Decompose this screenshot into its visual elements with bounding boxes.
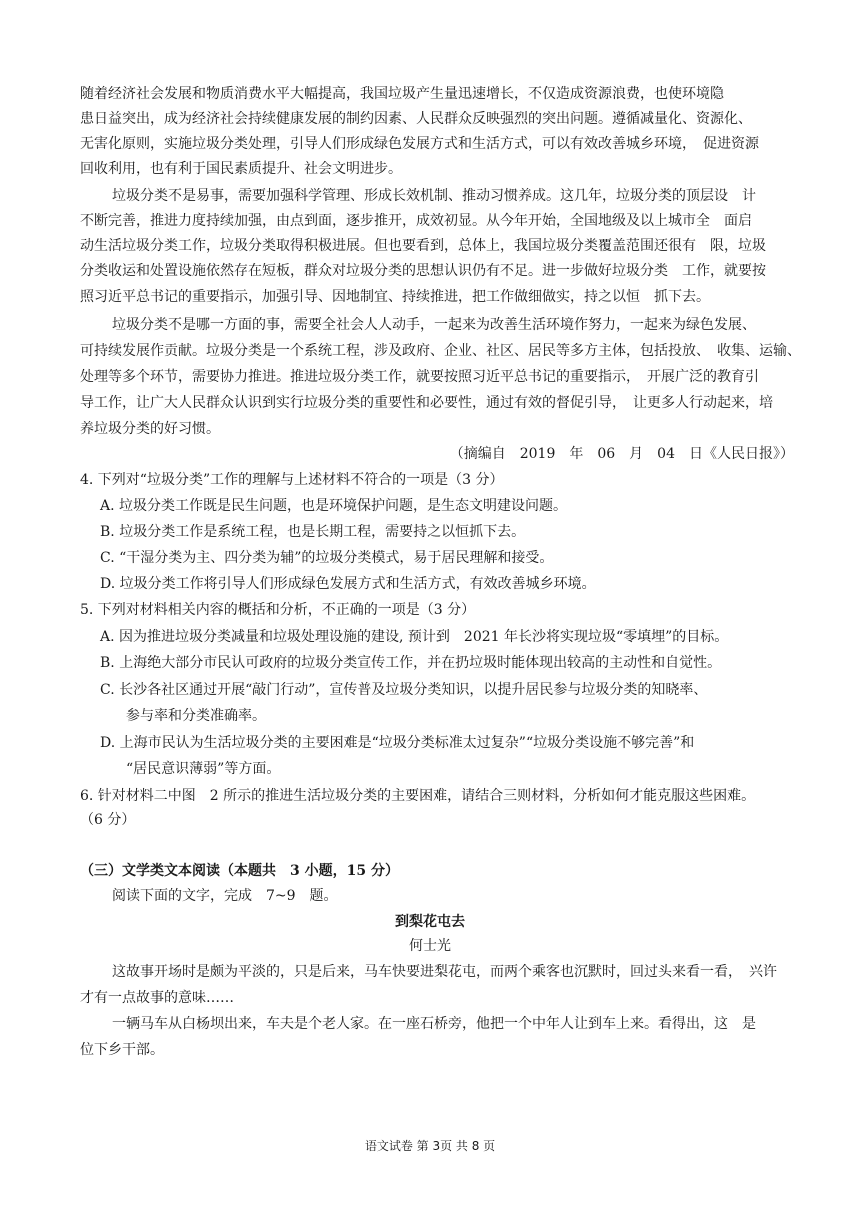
passage-line: 处理等多个环节，需要协力推进。推进垃圾分类工作，就要按照习近平总书记的重要指示， 开展广泛的教育引 <box>80 369 759 385</box>
passage-line: 养垃圾分类的好习惯。 <box>80 421 220 437</box>
question-5-option-b: B. 上海绝大部分市民认可政府的垃圾分类宣传工作，并在扔垃圾时能体现出较高的主动性和自觉性。 <box>100 655 722 671</box>
question-5-option-a: A. 因为推进垃圾分类减量和垃圾处理设施的建设, 预计到 2021 年长沙将实现垃圾“零填埋”的目标。 <box>100 629 729 645</box>
page-footer: 语文试卷 第 3页 共 8 页 <box>364 1139 496 1153</box>
passage-line: 照习近平总书记的重要指示，加强引导、因地制宜、持续推进，把工作做细做实，持之以恒 抓下去。 <box>80 289 710 305</box>
question-4-option-d: D. 垃圾分类工作将引导人们形成绿色发展方式和生活方式，有效改善城乡环境。 <box>100 576 596 592</box>
question-5-option-d: D. 上海市民认为生活垃圾分类的主要困难是“垃圾分类标准太过复杂”“垃圾分类设施不够完善”和 <box>100 735 695 751</box>
question-4-option-b: B. 垃圾分类工作是系统工程，也是长期工程，需要持之以恒抓下去。 <box>100 524 526 540</box>
story-author: 何士光 <box>409 938 451 954</box>
question-6-points: （6 分） <box>80 812 136 828</box>
passage-line: 患日益突出，成为经济社会持续健康发展的制约因素、人民群众反映强烈的突出问题。遵循减量化、资源化、 <box>80 111 752 127</box>
question-6-stem: 6. 针对材料二中图 2 所示的推进生活垃圾分类的主要困难，请结合三则材料，分析如何才能克服这些困难。 <box>80 788 756 804</box>
question-5-option-d-continued: “居民意识薄弱”等方面。 <box>126 761 281 777</box>
passage-line: 不断完善，推进力度持续加强，由点到面，逐步推开，成效初显。从今年开始，全国地级及以上城市全 面启 <box>80 213 752 229</box>
passage-line: 回收利用，也有利于国民素质提升、社会文明进步。 <box>80 161 402 177</box>
question-5-stem: 5. 下列对材料相关内容的概括和分析，不正确的一项是（3 分） <box>80 602 476 618</box>
section-heading: （三）文学类文本阅读（本题共 3 小题，15 分） <box>80 863 399 879</box>
passage-line: 垃圾分类不是哪一方面的事，需要全社会人人动手，一起来为改善生活环境作努力，一起来为绿色发展、 <box>112 317 756 333</box>
question-4-stem: 4. 下列对“垃圾分类”工作的理解与上述材料不符合的一项是（3 分） <box>80 472 504 488</box>
passage-line: 垃圾分类不是易事，需要加强科学管理、形成长效机制、推动习惯养成。这几年，垃圾分类的顶层设 计 <box>112 188 756 204</box>
source-citation: （摘编自 2019 年 06 月 04 日《人民日报》） <box>449 446 794 462</box>
story-line: 位下乡干部。 <box>80 1042 164 1058</box>
section-instruction: 阅读下面的文字，完成 7~9 题。 <box>112 888 338 904</box>
story-line: 这故事开场时是颇为平淡的，只是后来，马车快要进梨花屯，而两个乘客也沉默时，回过头来看一看， 兴许 <box>112 964 777 980</box>
story-line: 一辆马车从白杨坝出来，车夫是个老人家。在一座石桥旁，他把一个中年人让到车上来。看得出，这 是 <box>112 1016 756 1032</box>
story-title: 到梨花屯去 <box>395 914 465 930</box>
passage-line: 可持续发展作贡献。垃圾分类是一个系统工程，涉及政府、企业、社区、居民等多方主体，包括投放、 收集、运输、 <box>80 343 801 359</box>
passage-line: 动生活垃圾分类工作，垃圾分类取得积极进展。但也要看到，总体上，我国垃圾分类覆盖范围还很有 限，垃圾 <box>80 238 766 254</box>
passage-line: 无害化原则，实施垃圾分类处理，引导人们形成绿色发展方式和生活方式，可以有效改善城乡环境， 促进资源 <box>80 136 759 152</box>
question-5-option-c: C. 长沙各社区通过开展“敲门行动”，宣传普及垃圾分类知识，以提升居民参与垃圾分类的知晓率、 <box>100 682 708 698</box>
story-line: 才有一点故事的意味…… <box>80 990 234 1006</box>
question-4-option-a: A. 垃圾分类工作既是民生问题，也是环境保护问题，是生态文明建设问题。 <box>100 498 568 514</box>
passage-line: 随着经济社会发展和物质消费水平大幅提高，我国垃圾产生量迅速增长，不仅造成资源浪费，也使环境隐 <box>80 86 724 102</box>
question-5-option-c-continued: 参与率和分类准确率。 <box>126 708 266 724</box>
passage-line: 分类收运和处置设施依然存在短板，群众对垃圾分类的思想认识仍有不足。进一步做好垃圾分类 工作，就要按 <box>80 263 766 279</box>
passage-line: 导工作，让广大人民群众认识到实行垃圾分类的重要性和必要性，通过有效的督促引导， 让更多人行动起来，培 <box>80 395 773 411</box>
question-4-option-c: C. “干湿分类为主、四分类为辅”的垃圾分类模式，易于居民理解和接受。 <box>100 550 554 566</box>
